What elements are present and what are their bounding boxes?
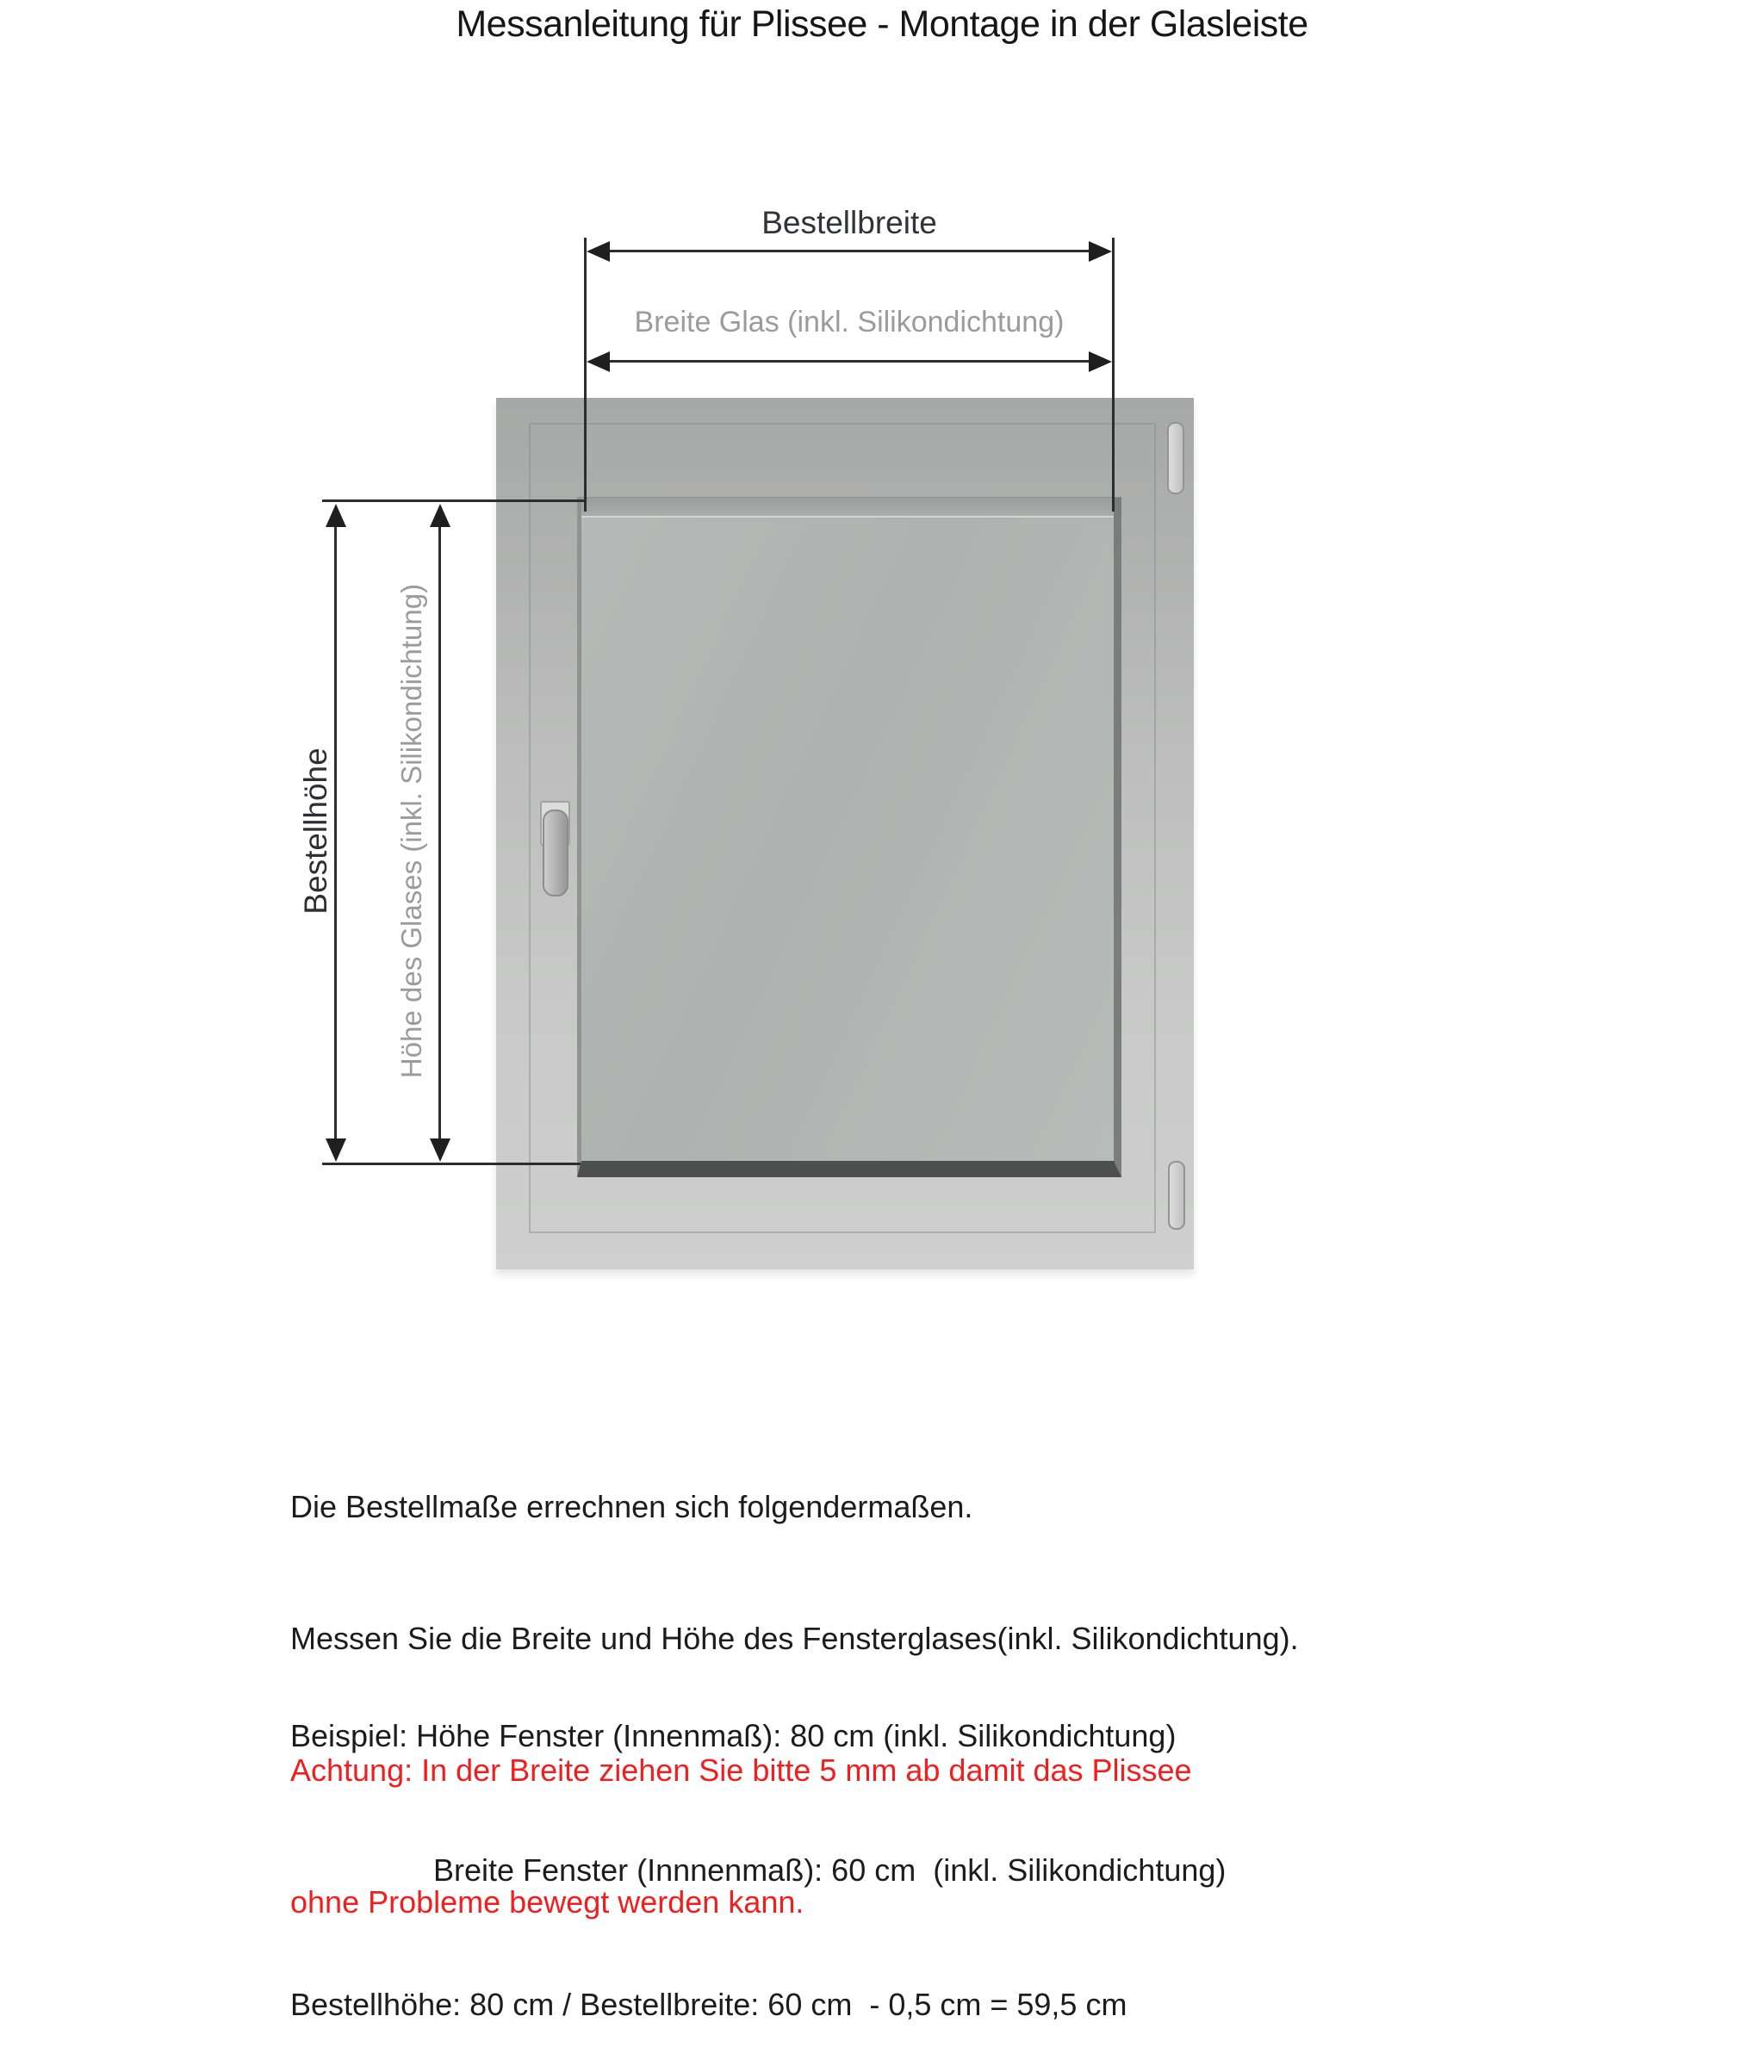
window-hinge-top (1167, 422, 1184, 494)
arrowhead-up-icon (430, 504, 450, 527)
arrowhead-right-icon (1089, 241, 1112, 262)
example-line-3: Bestellhöhe: 80 cm / Bestellbreite: 60 cm - 0,5 cm = 59,5 cm (290, 1987, 1127, 2022)
glass-height-label: Höhe des Glases (inkl. Silikondichtung) (395, 583, 427, 1079)
arrowhead-right-icon (1089, 351, 1112, 372)
page-title: Messanleitung für Plissee - Montage in der Glasleiste (456, 3, 1308, 45)
dimension-line (594, 360, 1104, 363)
window-frame (496, 398, 1194, 1269)
glass-width-label: Breite Glas (inkl. Silikondichtung) (634, 306, 1065, 338)
arrowhead-down-icon (326, 1138, 346, 1162)
width-tick-right (1112, 238, 1115, 512)
height-tick-bottom (322, 1163, 581, 1165)
example-block (290, 1624, 1226, 2072)
window-glass-pane (577, 497, 1121, 1177)
arrowhead-up-icon (326, 504, 346, 527)
warning-line-1: Achtung: In der Breite ziehen Sie bitte 5 mm ab damit das Plissee (290, 1753, 1192, 1788)
window-handle-grip (543, 810, 568, 896)
instructions-line-2: Messen Sie die Breite und Höhe des Fensterglases(inkl. Silikondichtung). (290, 1621, 1299, 1656)
glass-width-dimension-arrow (587, 351, 1112, 372)
dimension-line (438, 512, 441, 1154)
order-width-dimension-arrow (587, 241, 1112, 262)
warning-line-2: ohne Probleme bewegt werden kann. (290, 1884, 804, 1920)
window-hinge-bottom (1168, 1161, 1185, 1230)
arrowhead-left-icon (587, 351, 610, 372)
instructions-line-1: Die Bestellmaße errechnen sich folgendermaßen. (290, 1489, 973, 1524)
order-width-label: Bestellbreite (761, 205, 937, 240)
glass-height-dimension-arrow (430, 504, 450, 1162)
dimension-line (334, 512, 337, 1154)
arrowhead-left-icon (587, 241, 610, 262)
plissee-top-rail (581, 498, 1114, 518)
example-line-2: Breite Fenster (Innnenmaß): 60 cm (inkl. Silikondichtung) (433, 1852, 1227, 1888)
dimension-line (594, 250, 1104, 252)
arrowhead-down-icon (430, 1138, 450, 1162)
example-line-1: Beispiel: Höhe Fenster (Innenmaß): 80 cm (inkl. Silikondichtung) (290, 1718, 1177, 1753)
height-tick-top (322, 499, 586, 502)
width-tick-left (584, 238, 587, 512)
order-height-label: Bestellhöhe (298, 748, 333, 915)
